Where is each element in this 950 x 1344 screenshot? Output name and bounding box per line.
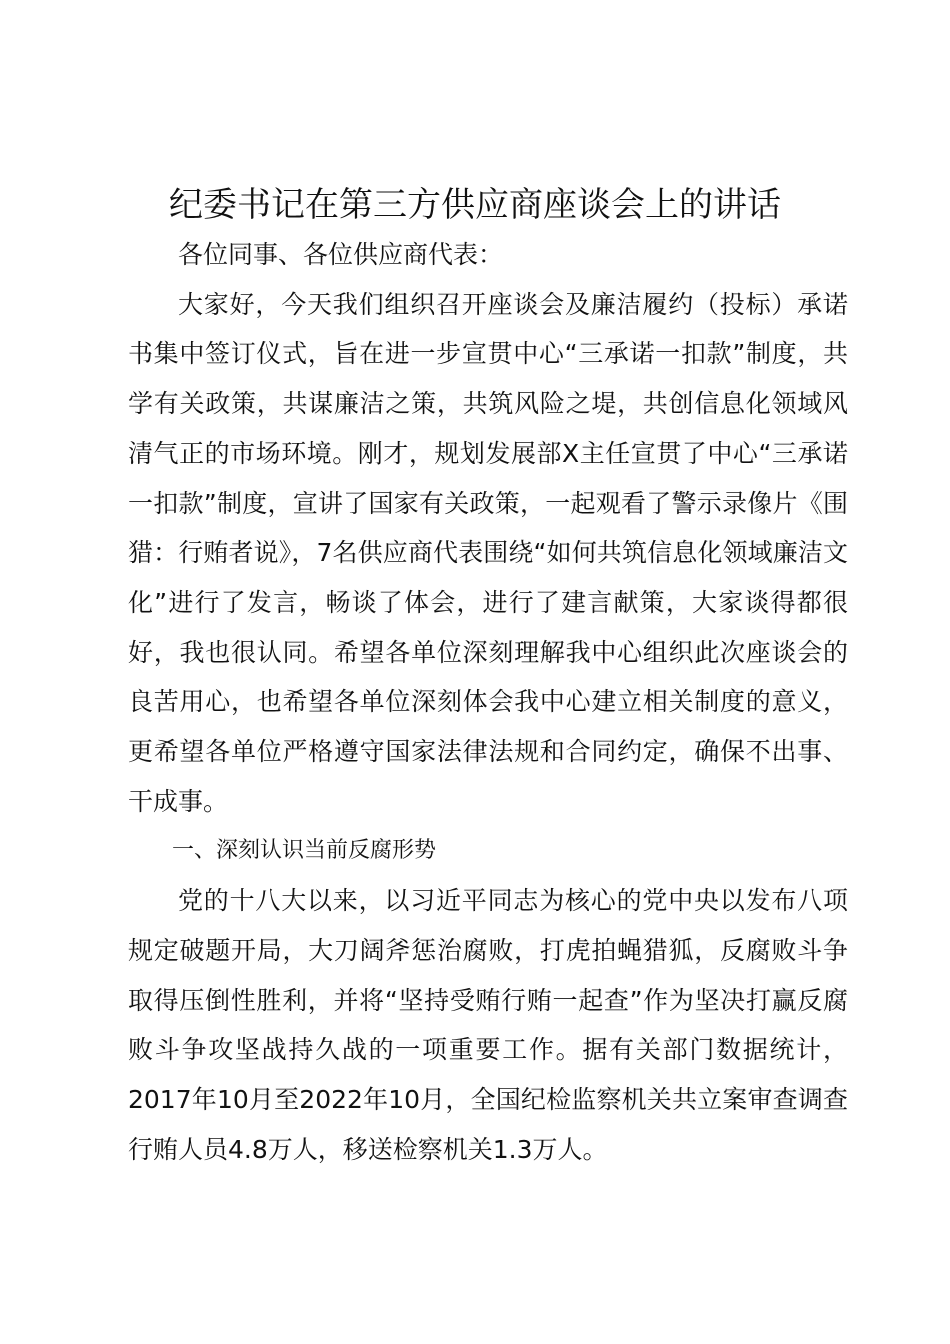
document-title: 纪委书记在第三方供应商座谈会上的讲话 (169, 185, 781, 225)
section-heading: 一、深刻认识当前反腐形势 (172, 838, 437, 864)
salutation: 各位同事、各位供应商代表： (178, 240, 504, 269)
opening-paragraph: 大家好，今天我们组织召开座谈会及廉洁履约（投标）承诺书集中签订仪式，旨在进一步宣贯中心“三承诺一扣款”制度，共学有关政策，共谋廉洁之策，共筑风险之堤，共创信息化领域风清气正的市场环境。刚才，规划发展部X主任宣贯了中心“三承诺一扣款”制度，宣讲了国家有关政策，一起观看了警示录像片《围猎：行贿者说》，7名供应商代表围绕“如何共筑信息化领域廉洁文化”进行了发言，畅谈了体会，进行了建言献策，大家谈得都很好，我也很认同。希望各单位深刻理解我中心组织此次座谈会的良苦用心，也希望各单位深刻体会我中心建立相关制度的意义，更希望各单位严格遵守国家法律法规和合同约定，确保不出事、干成事。 (128, 289, 848, 816)
document-body (128, 230, 848, 1174)
section-paragraph: 党的十八大以来，以习近平同志为核心的党中央以发布八项规定破题开局，大刀阔斧惩治腐败，打虎拍蝇猎狐，反腐败斗争取得压倒性胜利，并将“坚持受贿行贿一起查”作为坚决打赢反腐败斗争攻坚战持久战的一项重要工作。据有关部门数据统计，2017年10月至2022年10月，全国纪检监察机关共立案审查调查行贿人员4.8万人，移送检察机关1.3万人。 (128, 886, 848, 1164)
